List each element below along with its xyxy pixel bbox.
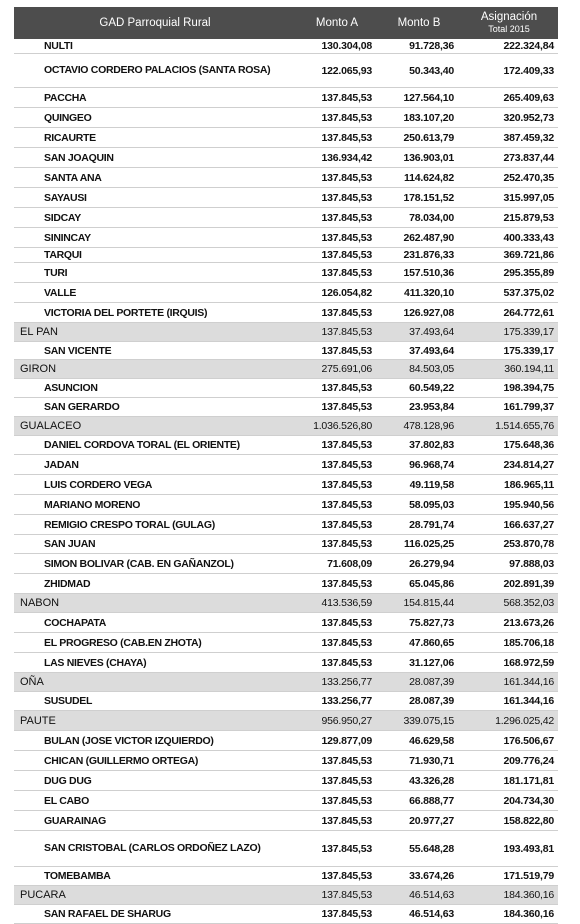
- canton-row: [14, 360, 558, 379]
- gad-name-cell: TOMEBAMBA: [44, 870, 111, 882]
- total-cell: 185.706,18: [503, 636, 554, 649]
- table-header: [14, 7, 558, 39]
- gad-name-cell: SAN RAFAEL DE SHARUG: [44, 908, 171, 920]
- monto-b-cell: 47.860,65: [409, 636, 454, 649]
- table-row: [14, 771, 558, 791]
- gad-name-cell: DANIEL CORDOVA TORAL (EL ORIENTE): [44, 439, 240, 451]
- total-cell: 97.888,03: [509, 557, 554, 570]
- gad-name-cell: TURI: [44, 266, 68, 279]
- total-cell: 215.879,53: [503, 211, 554, 224]
- gad-name-cell: SAN CRISTOBAL (CARLOS ORDOÑEZ LAZO): [44, 842, 261, 854]
- total-cell: 265.409,63: [503, 91, 554, 104]
- monto-a-cell: 137.845,53: [321, 91, 372, 104]
- table-row: [14, 905, 558, 924]
- gad-name-cell: EL PAN: [20, 326, 58, 338]
- total-cell: 168.972,59: [503, 656, 554, 669]
- table-row: [14, 228, 558, 248]
- gad-name-cell: PAUTE: [20, 714, 56, 727]
- table-row: [14, 248, 558, 263]
- header-monto-b: Monto B: [397, 17, 441, 29]
- gad-name-cell: GUALACEO: [20, 420, 82, 432]
- table-row: [14, 128, 558, 148]
- total-cell: 1.296.025,42: [495, 714, 554, 727]
- monto-a-cell: 137.845,53: [321, 131, 372, 144]
- monto-a-cell: 137.845,53: [321, 249, 372, 261]
- gad-name-cell: SUSUDEL: [44, 695, 93, 707]
- monto-b-cell: 339.075,15: [403, 714, 454, 727]
- monto-b-cell: 37.493,64: [409, 326, 454, 338]
- monto-a-cell: 137.845,53: [321, 306, 372, 319]
- table-row: [14, 88, 558, 108]
- table-row: [14, 751, 558, 771]
- total-cell: 387.459,32: [503, 131, 554, 144]
- total-cell: 166.637,27: [503, 518, 554, 531]
- table-row: [14, 39, 558, 54]
- monto-a-cell: 137.845,53: [321, 401, 372, 413]
- monto-a-cell: 137.845,53: [321, 794, 372, 807]
- table-body: [14, 39, 558, 924]
- monto-a-cell: 137.845,53: [321, 266, 372, 279]
- monto-b-cell: 37.802,83: [409, 439, 454, 451]
- header-gad: GAD Parroquial Rural: [99, 17, 211, 29]
- gad-name-cell: ASUNCION: [44, 382, 98, 394]
- monto-a-cell: 137.845,53: [321, 636, 372, 649]
- table-row: [14, 398, 558, 417]
- total-cell: 186.965,11: [504, 478, 554, 491]
- table-row: [14, 811, 558, 831]
- monto-a-cell: 137.845,53: [321, 344, 372, 357]
- gad-name-cell: COCHAPATA: [44, 616, 107, 629]
- table-row: [14, 148, 558, 168]
- monto-a-cell: 275.691,06: [321, 363, 372, 375]
- table-row: [14, 54, 558, 88]
- gad-name-cell: OCTAVIO CORDERO PALACIOS (SANTA ROSA): [44, 64, 271, 76]
- total-cell: 175.339,17: [503, 326, 554, 338]
- total-cell: 198.394,75: [503, 382, 554, 394]
- monto-a-cell: 137.845,53: [321, 577, 372, 590]
- total-cell: 315.997,05: [503, 191, 554, 204]
- total-cell: 1.514.655,76: [495, 420, 554, 432]
- table-row: [14, 613, 558, 633]
- table-row: [14, 554, 558, 574]
- gad-name-cell: GIRON: [20, 363, 57, 375]
- table-row: [14, 574, 558, 594]
- gad-name-cell: TARQUI: [44, 249, 82, 261]
- monto-b-cell: 178.151,52: [403, 191, 454, 204]
- header-total-line1: Asignación: [480, 11, 538, 23]
- total-cell: 537.375,02: [503, 286, 554, 299]
- gad-name-cell: SAN VICENTE: [44, 344, 112, 357]
- table-row: [14, 692, 558, 711]
- monto-a-cell: 129.877,09: [321, 734, 372, 747]
- monto-b-cell: 250.613,79: [403, 131, 454, 144]
- monto-a-cell: 956.950,27: [321, 714, 372, 727]
- header-monto-a: Monto A: [315, 17, 359, 29]
- monto-a-cell: 137.845,53: [321, 814, 372, 827]
- total-cell: 175.339,17: [503, 344, 554, 357]
- monto-a-cell: 137.845,53: [321, 191, 372, 204]
- total-cell: 568.352,03: [503, 597, 554, 609]
- monto-b-cell: 183.107,20: [403, 111, 454, 124]
- monto-b-cell: 157.510,36: [403, 266, 454, 279]
- monto-a-cell: 136.934,42: [321, 151, 372, 164]
- total-cell: 181.171,81: [503, 774, 554, 787]
- monto-a-cell: 137.845,53: [321, 889, 372, 901]
- total-cell: 202.891,39: [503, 577, 554, 590]
- monto-b-cell: 154.815,44: [403, 597, 454, 609]
- canton-row: [14, 673, 558, 692]
- table-row: [14, 731, 558, 751]
- monto-b-cell: 478.128,96: [403, 420, 454, 432]
- monto-b-cell: 50.343,40: [409, 64, 454, 77]
- gad-name-cell: SININCAY: [44, 231, 91, 244]
- total-cell: 176.506,67: [503, 734, 554, 747]
- table-row: [14, 342, 558, 360]
- canton-row: [14, 886, 558, 905]
- monto-b-cell: 28.087,39: [409, 676, 454, 688]
- total-cell: 161.799,37: [503, 401, 554, 413]
- monto-a-cell: 137.845,53: [321, 111, 372, 124]
- monto-b-cell: 75.827,73: [409, 616, 454, 629]
- gad-name-cell: SAN GERARDO: [44, 401, 120, 413]
- monto-a-cell: 137.845,53: [321, 478, 372, 491]
- monto-a-cell: 137.845,53: [321, 171, 372, 184]
- gad-name-cell: VICTORIA DEL PORTETE (IRQUIS): [44, 306, 208, 319]
- header-total-line2: Total 2015: [488, 24, 530, 34]
- monto-a-cell: 137.845,53: [321, 326, 372, 338]
- monto-b-cell: 20.977,27: [409, 814, 454, 827]
- table-row: [14, 867, 558, 886]
- gad-name-cell: SANTA ANA: [44, 171, 102, 184]
- gad-name-cell: NULTI: [44, 40, 73, 52]
- monto-a-cell: 137.845,53: [321, 656, 372, 669]
- table-row: [14, 653, 558, 673]
- total-cell: 175.648,36: [503, 439, 554, 451]
- monto-b-cell: 46.514,63: [409, 889, 454, 901]
- allocation-table: [14, 7, 558, 924]
- monto-b-cell: 65.045,86: [409, 577, 454, 590]
- monto-b-cell: 262.487,90: [403, 231, 454, 244]
- monto-a-cell: 130.304,08: [321, 40, 372, 52]
- monto-b-cell: 114.624,82: [404, 171, 454, 184]
- monto-a-cell: 413.536,59: [321, 597, 372, 609]
- monto-b-cell: 136.903,01: [403, 151, 454, 164]
- table-row: [14, 831, 558, 867]
- monto-a-cell: 137.845,53: [321, 908, 372, 920]
- monto-b-cell: 60.549,22: [409, 382, 454, 394]
- monto-b-cell: 71.930,71: [409, 754, 454, 767]
- table-row: [14, 495, 558, 515]
- canton-row: [14, 594, 558, 613]
- total-cell: 252.470,35: [503, 171, 554, 184]
- gad-name-cell: SAYAUSI: [44, 191, 87, 204]
- canton-row: [14, 417, 558, 436]
- monto-a-cell: 133.256,77: [321, 695, 372, 707]
- monto-b-cell: 43.326,28: [409, 774, 454, 787]
- monto-b-cell: 66.888,77: [409, 794, 454, 807]
- gad-name-cell: JADAN: [44, 458, 79, 471]
- header-total: [460, 11, 558, 35]
- monto-a-cell: 137.845,53: [321, 842, 372, 855]
- monto-a-cell: 137.845,53: [321, 231, 372, 244]
- monto-a-cell: 137.845,53: [321, 518, 372, 531]
- monto-b-cell: 37.493,64: [409, 344, 454, 357]
- total-cell: 161.344,16: [503, 695, 554, 707]
- gad-name-cell: SAN JOAQUIN: [44, 151, 114, 164]
- total-cell: 158.822,80: [503, 814, 554, 827]
- canton-row: [14, 711, 558, 731]
- gad-name-cell: SAN JUAN: [44, 538, 96, 550]
- gad-name-cell: ZHIDMAD: [44, 577, 91, 590]
- table-row: [14, 791, 558, 811]
- monto-a-cell: 137.845,53: [321, 870, 372, 882]
- monto-b-cell: 58.095,03: [409, 498, 454, 511]
- total-cell: 234.814,27: [503, 458, 554, 471]
- monto-a-cell: 122.065,93: [321, 64, 372, 77]
- total-cell: 295.355,89: [503, 266, 554, 279]
- total-cell: 193.493,81: [503, 842, 554, 855]
- monto-a-cell: 137.845,53: [321, 211, 372, 224]
- monto-b-cell: 411.320,10: [404, 286, 454, 299]
- total-cell: 213.673,26: [503, 616, 554, 629]
- gad-name-cell: GUARAINAG: [44, 814, 107, 827]
- monto-b-cell: 78.034,00: [409, 211, 454, 224]
- total-cell: 253.870,78: [503, 538, 554, 550]
- monto-b-cell: 91.728,36: [409, 40, 454, 52]
- table-row: [14, 263, 558, 283]
- table-row: [14, 379, 558, 398]
- gad-name-cell: LUIS CORDERO VEGA: [44, 478, 153, 491]
- monto-a-cell: 137.845,53: [321, 458, 372, 471]
- total-cell: 264.772,61: [503, 306, 554, 319]
- total-cell: 171.519,79: [503, 870, 554, 882]
- gad-name-cell: DUG DUG: [44, 774, 92, 787]
- table-row: [14, 283, 558, 303]
- monto-b-cell: 31.127,06: [409, 656, 454, 669]
- total-cell: 195.940,56: [503, 498, 554, 511]
- total-cell: 172.409,33: [503, 64, 554, 77]
- table-row: [14, 455, 558, 475]
- gad-name-cell: EL PROGRESO (CAB.EN ZHOTA): [44, 636, 202, 649]
- table-row: [14, 208, 558, 228]
- table-row: [14, 188, 558, 208]
- total-cell: 184.360,16: [503, 889, 554, 901]
- monto-a-cell: 71.608,09: [327, 557, 372, 570]
- gad-name-cell: OÑA: [20, 676, 44, 688]
- monto-b-cell: 23.953,84: [409, 401, 454, 413]
- gad-name-cell: SIMON BOLIVAR (CAB. EN GAÑANZOL): [44, 557, 234, 570]
- total-cell: 204.734,30: [503, 794, 554, 807]
- table-row: [14, 515, 558, 535]
- gad-name-cell: RICAURTE: [44, 131, 96, 144]
- monto-b-cell: 28.087,39: [409, 695, 454, 707]
- monto-a-cell: 137.845,53: [321, 382, 372, 394]
- table-row: [14, 535, 558, 554]
- monto-a-cell: 137.845,53: [321, 538, 372, 550]
- gad-name-cell: EL CABO: [44, 794, 89, 807]
- monto-a-cell: 137.845,53: [321, 498, 372, 511]
- total-cell: 369.721,86: [503, 249, 554, 261]
- table-row: [14, 168, 558, 188]
- gad-name-cell: BULAN (JOSE VICTOR IZQUIERDO): [44, 734, 214, 747]
- gad-name-cell: SIDCAY: [44, 211, 81, 224]
- table-row: [14, 303, 558, 323]
- monto-b-cell: 116.025,25: [404, 538, 454, 550]
- monto-b-cell: 46.514,63: [409, 908, 454, 920]
- total-cell: 222.324,84: [503, 40, 554, 52]
- gad-name-cell: LAS NIEVES (CHAYA): [44, 656, 147, 669]
- monto-b-cell: 55.648,28: [409, 842, 454, 855]
- total-cell: 184.360,16: [503, 908, 554, 920]
- total-cell: 400.333,43: [503, 231, 554, 244]
- gad-name-cell: PUCARA: [20, 889, 66, 901]
- monto-b-cell: 28.791,74: [409, 518, 454, 531]
- monto-a-cell: 133.256,77: [321, 676, 372, 688]
- monto-a-cell: 126.054,82: [321, 286, 372, 299]
- gad-name-cell: QUINGEO: [44, 111, 92, 124]
- gad-name-cell: CHICAN (GUILLERMO ORTEGA): [44, 754, 199, 767]
- gad-name-cell: PACCHA: [44, 91, 87, 104]
- total-cell: 320.952,73: [503, 111, 554, 124]
- total-cell: 360.194,11: [504, 363, 554, 375]
- gad-name-cell: REMIGIO CRESPO TORAL (GULAG): [44, 518, 215, 531]
- table-row: [14, 475, 558, 495]
- monto-b-cell: 49.119,58: [409, 478, 454, 491]
- monto-b-cell: 26.279,94: [409, 557, 454, 570]
- total-cell: 209.776,24: [503, 754, 554, 767]
- total-cell: 161.344,16: [503, 676, 554, 688]
- table-row: [14, 436, 558, 455]
- monto-b-cell: 96.968,74: [409, 458, 454, 471]
- monto-b-cell: 126.927,08: [403, 306, 454, 319]
- gad-name-cell: VALLE: [44, 286, 77, 299]
- total-cell: 273.837,44: [503, 151, 554, 164]
- monto-b-cell: 127.564,10: [403, 91, 454, 104]
- monto-a-cell: 137.845,53: [321, 754, 372, 767]
- canton-row: [14, 323, 558, 342]
- monto-a-cell: 137.845,53: [321, 439, 372, 451]
- gad-name-cell: MARIANO MORENO: [44, 498, 141, 511]
- monto-b-cell: 46.629,58: [409, 734, 454, 747]
- gad-name-cell: NABON: [20, 597, 60, 609]
- monto-b-cell: 33.674,26: [409, 870, 454, 882]
- monto-b-cell: 84.503,05: [409, 363, 454, 375]
- table-row: [14, 108, 558, 128]
- monto-a-cell: 137.845,53: [321, 774, 372, 787]
- monto-b-cell: 231.876,33: [403, 249, 454, 261]
- monto-a-cell: 1.036.526,80: [313, 420, 372, 432]
- table-row: [14, 633, 558, 653]
- monto-a-cell: 137.845,53: [321, 616, 372, 629]
